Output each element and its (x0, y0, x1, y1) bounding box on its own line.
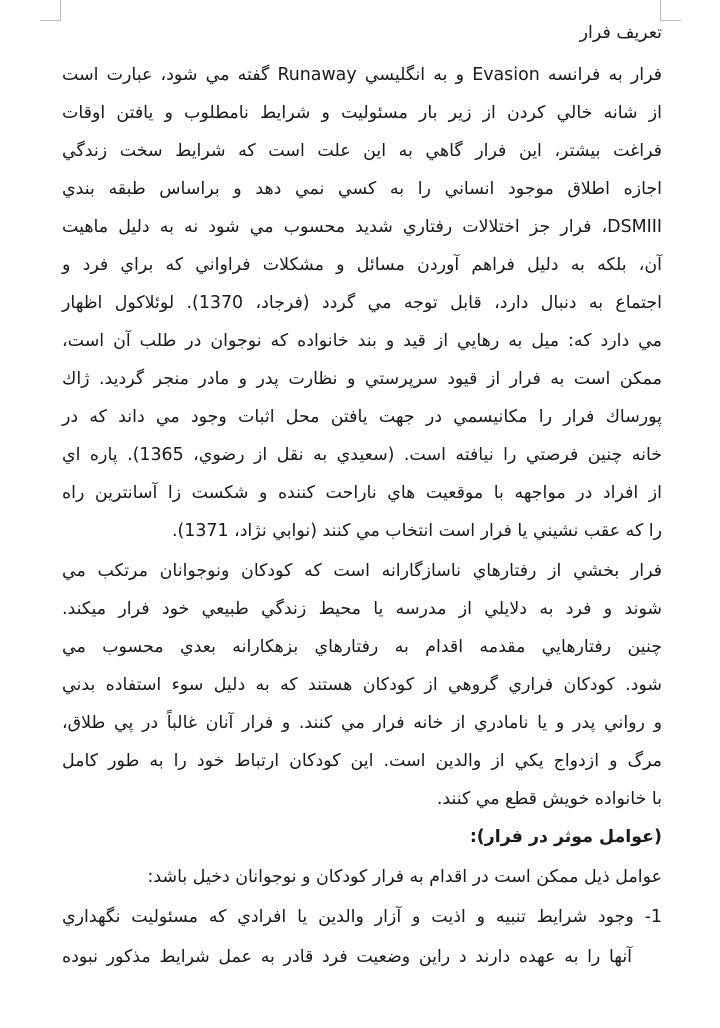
paragraph-line: عوامل ذيل ممكن است در اقدام به فرار كودكان و نوجوانان دخيل باشد: (147, 867, 662, 887)
paragraph-line: خانه چنين فرصتي را نيافته است. (سعيدي به نقل از رضوي، 1365). پاره اي (62, 445, 662, 465)
paragraph-line: فرار بخشي از رفتارهاي ناسازگارانه است كه كودكان ونوجوانان مرتكب مي (62, 561, 662, 581)
paragraph-line: را كه عقب نشيني يا فرار است انتخاب مي كنند (نوابي نژاد، 1371). (171, 521, 662, 541)
paragraph-line: و رواني پدر و يا نامادري از خانه فرار مي كنند. و فرار آنان غالباً در پي طلاق، (62, 713, 662, 733)
crop-mark-top-left-h (40, 20, 61, 21)
paragraph-line: پورساك فرار را مكانيسمي در جهت يافتن محل اثبات وجود مي داند كه در (62, 407, 662, 427)
paragraph-line: چنين رفتارهايي مقدمه اقدام به رفتارهاي بزهكارانه بعدي محسوب مي (62, 637, 662, 657)
crop-mark-top-left (60, 0, 61, 20)
crop-mark-top-right-h (660, 20, 681, 21)
paragraph-line: مي دارد كه: ميل به رهايي از قيد و بند خانواده كه نوجوان در طلب آن است، (62, 331, 662, 351)
paragraph-line: اجتماع به دنبال دارد، قابل توجه مي گردد (فرجاد، 1370). لوئلاكول اظهار (62, 293, 662, 313)
paragraph-line: از شانه خالي كردن از زير بار مسئوليت و شرايط نامطلوب و يافتن اوقات (62, 103, 662, 123)
paragraph-line: مرگ و ازدواج يكي از والدين است. اين كودكان ارتباط خود را به طور كامل (62, 751, 662, 771)
section-heading: تعريف فرار (579, 23, 662, 43)
paragraph-line: شوند و فرد به دلايلي از مدرسه يا محيط زندگي طبيعي خود فرار ميکند. (62, 599, 662, 619)
list-item-line: آنها را به عهده دارند د راين وضعيت فرد قادر به عمل شرايط مذكور نبوده (62, 947, 632, 967)
paragraph-line: فراغت بيشتر، اين فرار گاهي به اين علت است كه شرايط سخت زندگي (62, 141, 662, 161)
paragraph-line: DSMIII، فرار جز اختلالات رفتاري شديد محسوب مي شود نه به دليل ماهيت (62, 217, 662, 237)
crop-mark-top-right (660, 0, 661, 20)
paragraph-line: از افراد در مواجهه با موقعيت هاي ناراحت كننده و شكست زا آسانترين راه (62, 483, 662, 503)
paragraph-line: آن، بلكه به دليل فراهم آوردن مسائل و مشكلات فراواني كه براي فرد و (62, 255, 662, 275)
paragraph-line: با خانواده خويش قطع مي كنند. (436, 789, 662, 809)
paragraph-line: ممكن است به فرار از قيود سرپرستي و نظارت پدر و مادر منجر گرديد. ژاك (62, 369, 662, 389)
paragraph-line: شود. كودكان فراري گروهي از كودكان هستند كه به دليل سوء استفاده بدني (62, 675, 662, 695)
paragraph-line: فرار به فرانسه Evasion و به انگليسي Runaway گفته مي شود، عبارت است (62, 65, 662, 85)
paragraph-line: اجازه اطلاق موجود انساني را به كسي نمي دهد و براساس طبقه بندي (62, 179, 662, 199)
list-item-line: 1- وجود شرايط تنبيه و اذيت و آزار والدين يا افرادي كه مسئوليت نگهداري (62, 907, 662, 927)
subsection-heading: (عوامل موثر در فرار): (469, 827, 662, 847)
